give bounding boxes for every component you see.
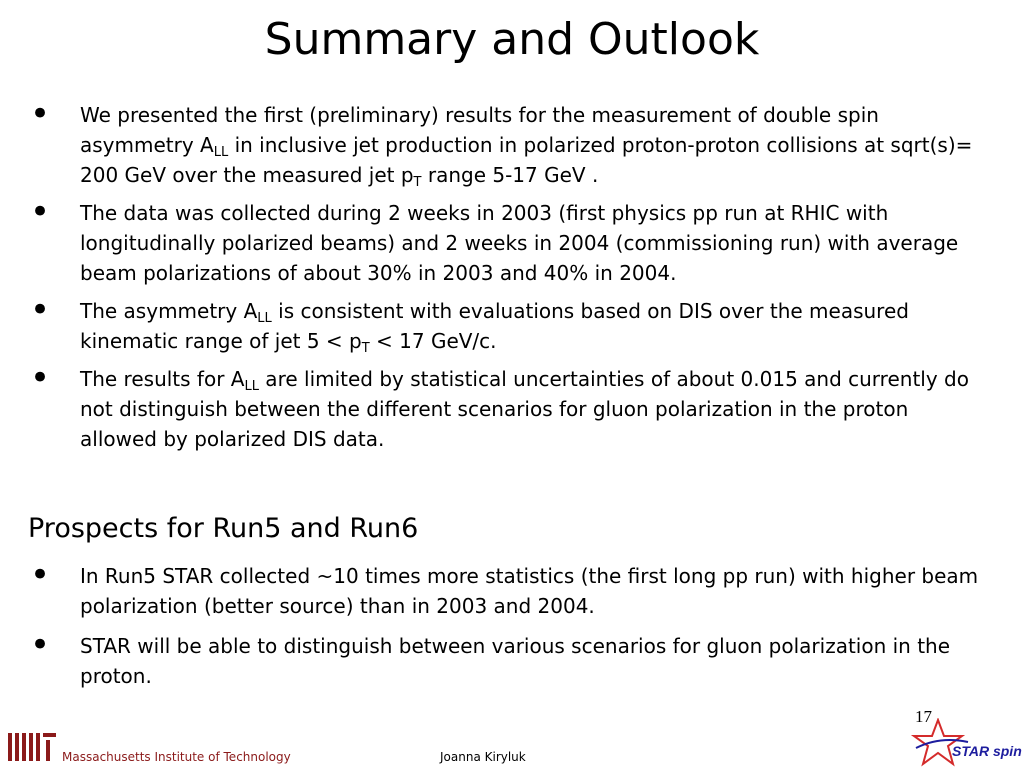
bullet-marker: • <box>30 192 51 232</box>
bullet-marker: • <box>30 290 51 330</box>
bullet-text: STAR will be able to distinguish between various scenarios for gluon polarization in the proton. <box>80 634 951 688</box>
bullet-text: The asymmetry A <box>80 299 258 323</box>
star-spin-logo-text: STAR spin <box>952 743 1022 759</box>
bullet-item <box>30 625 990 691</box>
footer-institution: Massachusetts Institute of Technology <box>62 750 291 764</box>
bullet-text: range 5-17 GeV . <box>421 163 599 187</box>
bullet-item <box>30 94 990 190</box>
bullet-text: are limited by statistical uncertainties of about 0.015 and currently do not distinguish between the different scenarios for gluon polarization in the proton allowed by polarized DIS data. <box>80 367 969 451</box>
page-number: 17 <box>915 707 932 726</box>
bullet-marker: • <box>30 555 51 595</box>
subscript-text: T <box>413 175 422 190</box>
bullet-item <box>30 555 990 621</box>
bullet-marker: • <box>30 625 51 665</box>
bullet-text: is consistent with evaluations based on DIS over the measured kinematic range of jet 5 < p <box>80 299 909 353</box>
bullet-text: < 17 GeV/c. <box>369 329 497 353</box>
section-heading: Prospects for Run5 and Run6 <box>28 513 419 544</box>
mit-logo-icon <box>8 733 56 763</box>
slide-title: Summary and Outlook <box>264 14 760 65</box>
bullet-text: The results for A <box>80 367 245 391</box>
footer-author: Joanna Kiryluk <box>440 750 526 764</box>
bullet-marker: • <box>30 94 51 134</box>
bullet-item <box>30 192 990 288</box>
bullet-text: We presented the first (preliminary) results for the measurement of double spin asymmetry A <box>80 103 879 157</box>
bullet-item <box>30 290 990 356</box>
prospects-bullet-list <box>30 555 990 691</box>
bullet-text: in inclusive jet production in polarized proton-proton collisions at sqrt(s)= 200 GeV over the measured jet p <box>80 133 973 187</box>
bullet-text: The data was collected during 2 weeks in 2003 (first physics pp run at RHIC with longitudinally polarized beams) and 2 weeks in 2004 (commissioning run) with average beam polarizations of about 30% in 2003 and 40% in 2004. <box>80 201 959 285</box>
subscript-text: T <box>361 341 370 356</box>
subscript-text: LL <box>244 379 259 394</box>
main-bullet-list <box>30 94 990 454</box>
subscript-text: LL <box>257 311 272 326</box>
bullet-item <box>30 358 990 454</box>
subscript-text: LL <box>213 145 229 160</box>
bullet-text: In Run5 STAR collected ~10 times more statistics (the first long pp run) with higher beam polarization (better source) than in 2003 and 2004. <box>80 564 979 618</box>
bullet-marker: • <box>30 358 51 398</box>
